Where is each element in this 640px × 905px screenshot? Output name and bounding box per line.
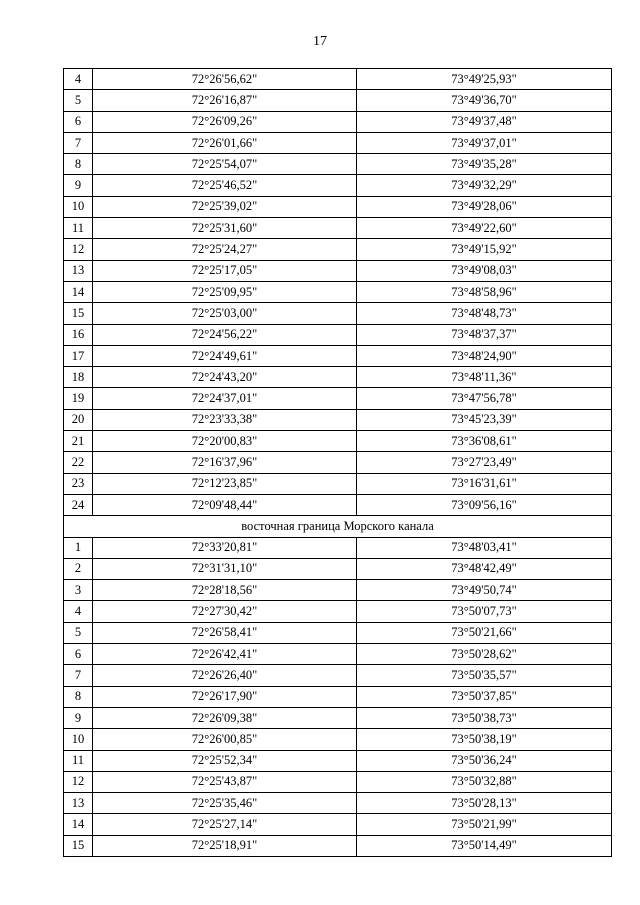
table-row — [64, 473, 612, 494]
section-header-row — [64, 516, 612, 537]
longitude-cell: 73°49'50,74" — [357, 580, 612, 601]
latitude-cell: 72°26'09,38" — [93, 707, 357, 728]
table-row — [64, 814, 612, 835]
point-number-cell: 6 — [64, 644, 93, 665]
point-number-cell: 3 — [64, 580, 93, 601]
longitude-cell: 73°48'37,37" — [357, 324, 612, 345]
table-row — [64, 580, 612, 601]
longitude-cell: 73°50'32,88" — [357, 771, 612, 792]
longitude-cell: 73°36'08,61" — [357, 431, 612, 452]
latitude-cell: 72°31'31,10" — [93, 558, 357, 579]
table-row — [64, 771, 612, 792]
point-number-cell: 5 — [64, 90, 93, 111]
latitude-cell: 72°28'18,56" — [93, 580, 357, 601]
longitude-cell: 73°49'37,48" — [357, 111, 612, 132]
latitude-cell: 72°26'42,41" — [93, 644, 357, 665]
point-number-cell: 7 — [64, 132, 93, 153]
table-row — [64, 132, 612, 153]
table-row — [64, 196, 612, 217]
longitude-cell: 73°49'08,03" — [357, 260, 612, 281]
point-number-cell: 13 — [64, 260, 93, 281]
latitude-cell: 72°16'37,96" — [93, 452, 357, 473]
longitude-cell: 73°48'11,36" — [357, 367, 612, 388]
longitude-cell: 73°16'31,61" — [357, 473, 612, 494]
point-number-cell: 5 — [64, 622, 93, 643]
longitude-cell: 73°48'48,73" — [357, 303, 612, 324]
point-number-cell: 8 — [64, 154, 93, 175]
longitude-cell: 73°48'58,96" — [357, 281, 612, 302]
section-title: восточная граница Морского канала — [64, 516, 612, 537]
longitude-cell: 73°50'38,19" — [357, 729, 612, 750]
table-row — [64, 750, 612, 771]
longitude-cell: 73°48'42,49" — [357, 558, 612, 579]
point-number-cell: 2 — [64, 558, 93, 579]
point-number-cell: 19 — [64, 388, 93, 409]
point-number-cell: 23 — [64, 473, 93, 494]
latitude-cell: 72°25'17,05" — [93, 260, 357, 281]
longitude-cell: 73°09'56,16" — [357, 494, 612, 515]
latitude-cell: 72°20'00,83" — [93, 431, 357, 452]
longitude-cell: 73°50'28,62" — [357, 644, 612, 665]
table-row — [64, 601, 612, 622]
point-number-cell: 15 — [64, 303, 93, 324]
point-number-cell: 11 — [64, 218, 93, 239]
latitude-cell: 72°24'49,61" — [93, 345, 357, 366]
point-number-cell: 9 — [64, 707, 93, 728]
longitude-cell: 73°49'35,28" — [357, 154, 612, 175]
table-row — [64, 154, 612, 175]
latitude-cell: 72°25'52,34" — [93, 750, 357, 771]
table-row — [64, 218, 612, 239]
point-number-cell: 16 — [64, 324, 93, 345]
point-number-cell: 6 — [64, 111, 93, 132]
latitude-cell: 72°26'56,62" — [93, 69, 357, 90]
table-row — [64, 793, 612, 814]
longitude-cell: 73°49'36,70" — [357, 90, 612, 111]
table-row — [64, 686, 612, 707]
point-number-cell: 11 — [64, 750, 93, 771]
latitude-cell: 72°25'31,60" — [93, 218, 357, 239]
coordinates-table-body — [64, 69, 612, 857]
latitude-cell: 72°25'46,52" — [93, 175, 357, 196]
table-row — [64, 367, 612, 388]
longitude-cell: 73°47'56,78" — [357, 388, 612, 409]
table-row — [64, 558, 612, 579]
latitude-cell: 72°23'33,38" — [93, 409, 357, 430]
point-number-cell: 12 — [64, 239, 93, 260]
latitude-cell: 72°26'09,26" — [93, 111, 357, 132]
latitude-cell: 72°12'23,85" — [93, 473, 357, 494]
longitude-cell: 73°48'03,41" — [357, 537, 612, 558]
table-row — [64, 281, 612, 302]
table-row — [64, 707, 612, 728]
longitude-cell: 73°50'37,85" — [357, 686, 612, 707]
latitude-cell: 72°09'48,44" — [93, 494, 357, 515]
table-row — [64, 260, 612, 281]
table-row — [64, 324, 612, 345]
table-row — [64, 175, 612, 196]
latitude-cell: 72°24'56,22" — [93, 324, 357, 345]
longitude-cell: 73°50'14,49" — [357, 835, 612, 856]
point-number-cell: 14 — [64, 814, 93, 835]
latitude-cell: 72°25'54,07" — [93, 154, 357, 175]
point-number-cell: 17 — [64, 345, 93, 366]
longitude-cell: 73°45'23,39" — [357, 409, 612, 430]
table-row — [64, 388, 612, 409]
table-row — [64, 537, 612, 558]
point-number-cell: 9 — [64, 175, 93, 196]
point-number-cell: 4 — [64, 601, 93, 622]
latitude-cell: 72°25'09,95" — [93, 281, 357, 302]
table-row — [64, 303, 612, 324]
longitude-cell: 73°27'23,49" — [357, 452, 612, 473]
latitude-cell: 72°26'58,41" — [93, 622, 357, 643]
latitude-cell: 72°25'35,46" — [93, 793, 357, 814]
table-row — [64, 69, 612, 90]
longitude-cell: 73°49'32,29" — [357, 175, 612, 196]
latitude-cell: 72°26'17,90" — [93, 686, 357, 707]
longitude-cell: 73°50'28,13" — [357, 793, 612, 814]
point-number-cell: 18 — [64, 367, 93, 388]
point-number-cell: 4 — [64, 69, 93, 90]
latitude-cell: 72°26'26,40" — [93, 665, 357, 686]
latitude-cell: 72°25'27,14" — [93, 814, 357, 835]
table-row — [64, 665, 612, 686]
longitude-cell: 73°49'37,01" — [357, 132, 612, 153]
point-number-cell: 8 — [64, 686, 93, 707]
point-number-cell: 13 — [64, 793, 93, 814]
point-number-cell: 14 — [64, 281, 93, 302]
longitude-cell: 73°49'15,92" — [357, 239, 612, 260]
table-row — [64, 644, 612, 665]
longitude-cell: 73°50'36,24" — [357, 750, 612, 771]
latitude-cell: 72°26'00,85" — [93, 729, 357, 750]
table-row — [64, 452, 612, 473]
table-row — [64, 622, 612, 643]
longitude-cell: 73°50'07,73" — [357, 601, 612, 622]
latitude-cell: 72°25'24,27" — [93, 239, 357, 260]
point-number-cell: 22 — [64, 452, 93, 473]
point-number-cell: 15 — [64, 835, 93, 856]
latitude-cell: 72°24'43,20" — [93, 367, 357, 388]
latitude-cell: 72°25'18,91" — [93, 835, 357, 856]
latitude-cell: 72°26'01,66" — [93, 132, 357, 153]
table-row — [64, 835, 612, 856]
longitude-cell: 73°49'22,60" — [357, 218, 612, 239]
coordinates-table — [63, 68, 612, 857]
point-number-cell: 12 — [64, 771, 93, 792]
longitude-cell: 73°48'24,90" — [357, 345, 612, 366]
point-number-cell: 10 — [64, 196, 93, 217]
longitude-cell: 73°50'35,57" — [357, 665, 612, 686]
point-number-cell: 21 — [64, 431, 93, 452]
latitude-cell: 72°33'20,81" — [93, 537, 357, 558]
longitude-cell: 73°50'21,66" — [357, 622, 612, 643]
longitude-cell: 73°50'38,73" — [357, 707, 612, 728]
latitude-cell: 72°24'37,01" — [93, 388, 357, 409]
table-row — [64, 729, 612, 750]
latitude-cell: 72°25'03,00" — [93, 303, 357, 324]
latitude-cell: 72°25'43,87" — [93, 771, 357, 792]
latitude-cell: 72°26'16,87" — [93, 90, 357, 111]
point-number-cell: 20 — [64, 409, 93, 430]
latitude-cell: 72°25'39,02" — [93, 196, 357, 217]
table-row — [64, 409, 612, 430]
table-row — [64, 90, 612, 111]
longitude-cell: 73°50'21,99" — [357, 814, 612, 835]
longitude-cell: 73°49'25,93" — [357, 69, 612, 90]
longitude-cell: 73°49'28,06" — [357, 196, 612, 217]
table-row — [64, 494, 612, 515]
table-row — [64, 111, 612, 132]
table-row — [64, 239, 612, 260]
point-number-cell: 7 — [64, 665, 93, 686]
table-row — [64, 345, 612, 366]
table-row — [64, 431, 612, 452]
point-number-cell: 24 — [64, 494, 93, 515]
point-number-cell: 10 — [64, 729, 93, 750]
page-number: 17 — [313, 34, 327, 49]
latitude-cell: 72°27'30,42" — [93, 601, 357, 622]
point-number-cell: 1 — [64, 537, 93, 558]
